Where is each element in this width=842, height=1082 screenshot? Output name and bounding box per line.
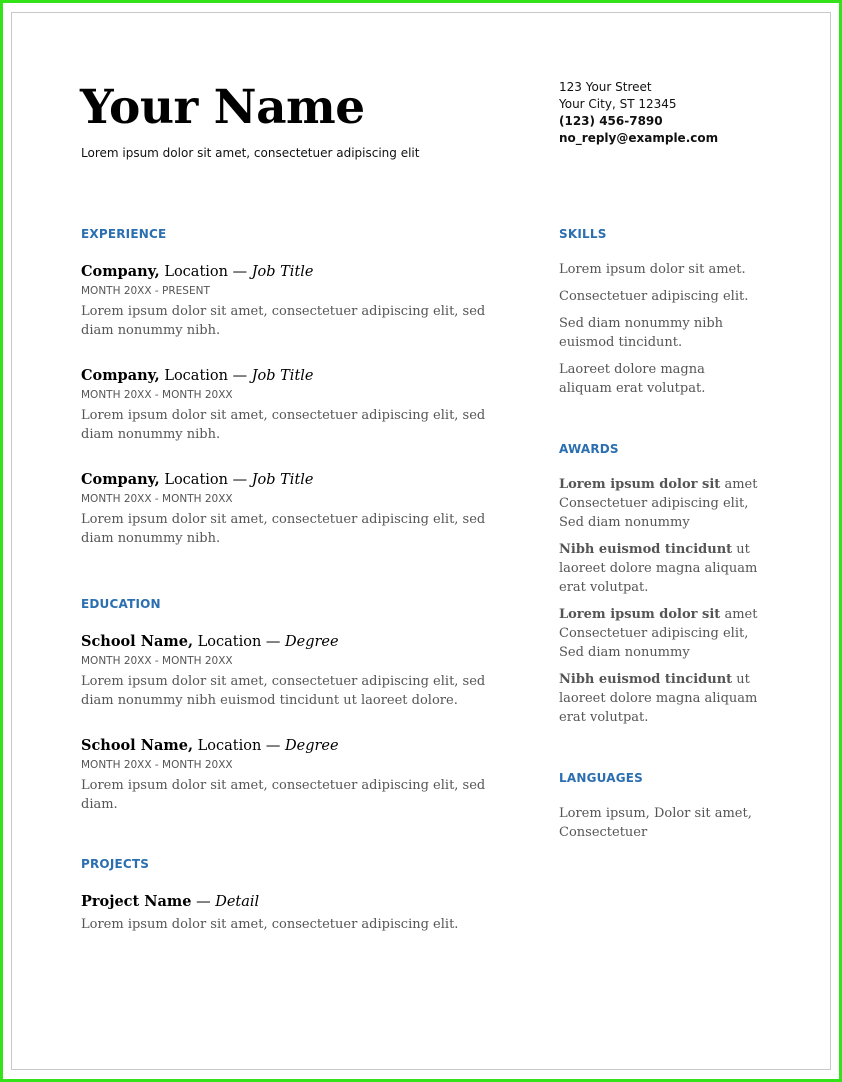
- entry-role: Job Title: [251, 368, 314, 384]
- entry-org: Company,: [81, 263, 160, 280]
- experience-entry: [81, 366, 501, 444]
- skill-item: Sed diam nonummy nibh euismod tincidunt.: [559, 316, 724, 350]
- project-entry: [81, 892, 501, 934]
- entry-location: Location —: [193, 634, 285, 650]
- entry-heading: [81, 470, 501, 490]
- entry-location: Location —: [159, 472, 252, 488]
- entry-location: Location —: [159, 264, 252, 280]
- award-item: [559, 540, 759, 597]
- entry-description: Lorem ipsum dolor sit amet, consectetuer adipiscing elit.: [81, 917, 459, 932]
- entry-org: Company,: [81, 471, 160, 488]
- entry-date: MONTH 20XX - MONTH 20XX: [81, 389, 233, 401]
- skills-section: [559, 226, 759, 398]
- award-name: Lorem ipsum dolor sit: [559, 607, 721, 622]
- entry-heading: [81, 736, 501, 756]
- entry-heading: [81, 366, 501, 386]
- award-item: [559, 670, 759, 727]
- skill-item: Consectetuer adipiscing elit.: [559, 289, 749, 304]
- education-title: EDUCATION: [81, 597, 161, 611]
- resume-name: Your Name: [80, 80, 365, 135]
- entry-description: Lorem ipsum dolor sit amet, consectetuer adipiscing elit, sed diam nonummy nibh.: [81, 512, 486, 546]
- experience-section: [81, 226, 501, 548]
- entry-org: Project Name: [81, 893, 192, 910]
- skill-item: Laoreet dolore magna aliquam erat volutpat.: [559, 362, 706, 396]
- award-item: [559, 475, 759, 532]
- entry-date: MONTH 20XX - MONTH 20XX: [81, 493, 233, 505]
- contact-street: 123 Your Street: [559, 80, 652, 94]
- main-column: [81, 226, 501, 934]
- languages-title: LANGUAGES: [559, 771, 643, 785]
- education-entry: [81, 632, 501, 710]
- experience-entry: [81, 470, 501, 548]
- entry-date: MONTH 20XX - MONTH 20XX: [81, 655, 233, 667]
- experience-title: EXPERIENCE: [81, 227, 167, 241]
- entry-org: School Name,: [81, 633, 194, 650]
- award-item: [559, 605, 759, 662]
- entry-heading: [81, 892, 501, 912]
- skill-item: Lorem ipsum dolor sit amet.: [559, 262, 746, 277]
- entry-org: Company,: [81, 367, 160, 384]
- languages-section: [559, 770, 759, 842]
- awards-title: AWARDS: [559, 442, 619, 456]
- awards-section: [559, 441, 759, 727]
- entry-location: Location —: [159, 368, 252, 384]
- entry-description: Lorem ipsum dolor sit amet, consectetuer adipiscing elit, sed diam nonummy nibh.: [81, 304, 486, 338]
- side-column: [559, 226, 759, 842]
- contact-city: Your City, ST 12345: [559, 97, 677, 111]
- experience-entry: [81, 262, 501, 340]
- education-entry: [81, 736, 501, 814]
- entry-role: Job Title: [251, 264, 314, 280]
- entry-role: Degree: [285, 738, 339, 754]
- award-detail: ut laoreet dolore magna aliquam erat volutpat.: [559, 542, 758, 595]
- education-section: [81, 596, 501, 814]
- entry-heading: [81, 632, 501, 652]
- award-name: Nibh euismod tincidunt: [559, 672, 733, 687]
- entry-description: Lorem ipsum dolor sit amet, consectetuer adipiscing elit, sed diam nonummy nibh euismod tincidunt ut laoreet dolore.: [81, 674, 486, 708]
- projects-section: [81, 856, 501, 934]
- award-name: Lorem ipsum dolor sit: [559, 477, 721, 492]
- entry-location: —: [191, 894, 216, 910]
- projects-title: PROJECTS: [81, 857, 150, 871]
- award-detail: amet Consectetuer adipiscing elit, Sed diam nonummy: [559, 477, 758, 530]
- award-detail: ut laoreet dolore magna aliquam erat volutpat.: [559, 672, 758, 725]
- entry-date: MONTH 20XX - MONTH 20XX: [81, 759, 233, 771]
- award-detail: amet Consectetuer adipiscing elit, Sed diam nonummy: [559, 607, 758, 660]
- contact-email: no_reply@example.com: [559, 131, 719, 145]
- entry-date: MONTH 20XX - PRESENT: [81, 285, 210, 297]
- entry-org: School Name,: [81, 737, 194, 754]
- contact-phone: (123) 456-7890: [559, 114, 663, 128]
- entry-role: Job Title: [251, 472, 314, 488]
- languages-text: Lorem ipsum, Dolor sit amet, Consectetuer: [559, 806, 752, 840]
- entry-location: Location —: [193, 738, 285, 754]
- entry-description: Lorem ipsum dolor sit amet, consectetuer adipiscing elit, sed diam.: [81, 778, 486, 812]
- resume-tagline: Lorem ipsum dolor sit amet, consectetuer adipiscing elit: [81, 146, 420, 160]
- award-name: Nibh euismod tincidunt: [559, 542, 733, 557]
- entry-heading: [81, 262, 501, 282]
- contact-block: [559, 79, 718, 147]
- entry-role: Degree: [285, 634, 339, 650]
- skills-title: SKILLS: [559, 227, 607, 241]
- entry-role: Detail: [215, 894, 260, 910]
- entry-description: Lorem ipsum dolor sit amet, consectetuer adipiscing elit, sed diam nonummy nibh.: [81, 408, 486, 442]
